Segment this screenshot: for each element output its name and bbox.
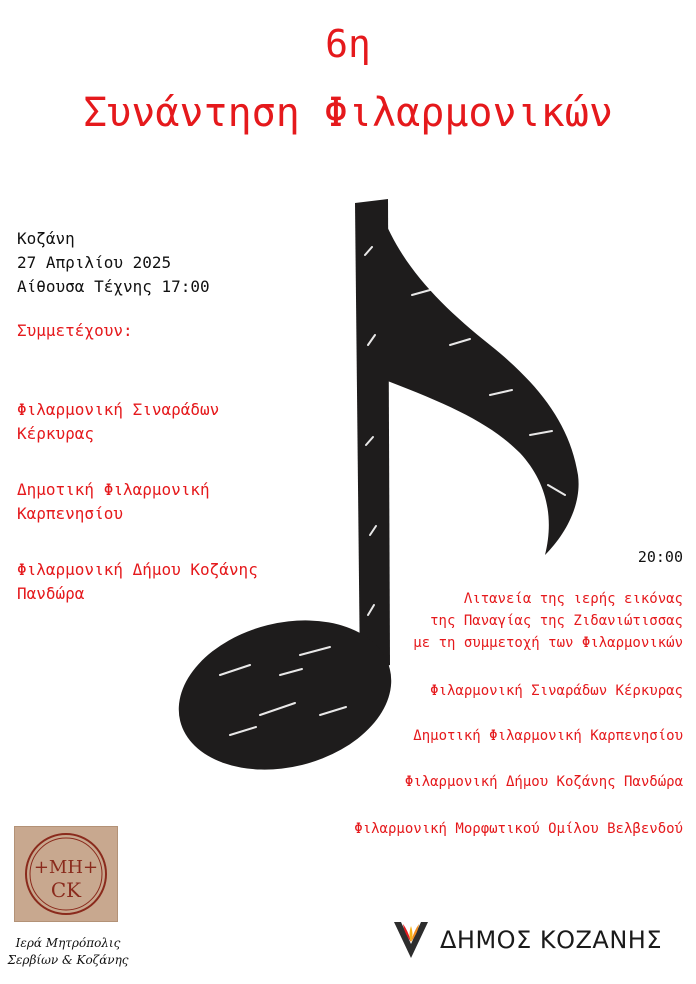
title-edition: 6η (325, 22, 371, 66)
metropolis-caption: Ιερά Μητρόπολις Σερβίων & Κοζάνης (7, 936, 129, 967)
metropolis-seal (14, 826, 118, 922)
participants-heading: Συμμετέχουν: (17, 321, 133, 340)
evening-band-4: Φιλαρμονική Μορφωτικού Ομίλου Βελβενδού (354, 821, 683, 837)
litany-text: Λιτανεία της ιερής εικόνας της Παναγίας της Ζιδανιώτισσας με τη συμμετοχή των Φιλαρμονικών (413, 591, 683, 651)
event-city: Κοζάνη (17, 229, 75, 248)
municipality-logo-icon (390, 918, 432, 962)
participant-band-3: Φιλαρμονική Δήμου Κοζάνης Πανδώρα (17, 560, 258, 603)
evening-band-3: Φιλαρμονική Δήμου Κοζάνης Πανδώρα (404, 774, 683, 790)
event-venue-time: Αίθουσα Τέχνης 17:00 (17, 277, 210, 296)
evening-band-1: Φιλαρμονική Σιναράδων Κέρκυρας (430, 683, 683, 699)
event-date: 27 Απριλίου 2025 (17, 253, 172, 272)
evening-time: 20:00 (637, 548, 683, 566)
participant-band-2: Δημοτική Φιλαρμονική Καρπενησίου (17, 480, 210, 523)
page-title: Συνάντηση Φιλαρμονικών (83, 90, 613, 136)
seal-emblem-icon (15, 827, 117, 921)
seal-text-bottom: CK (50, 878, 82, 902)
evening-band-2: Δημοτική Φιλαρμονική Καρπενησίου (413, 728, 683, 744)
municipality-name: ΔΗΜΟΣ ΚΟΖΑΝΗΣ (440, 926, 663, 954)
seal-text-top: +ΜΗ+ (33, 857, 99, 878)
music-note-icon (160, 195, 590, 795)
participant-band-1: Φιλαρμονική Σιναράδων Κέρκυρας (17, 400, 220, 443)
